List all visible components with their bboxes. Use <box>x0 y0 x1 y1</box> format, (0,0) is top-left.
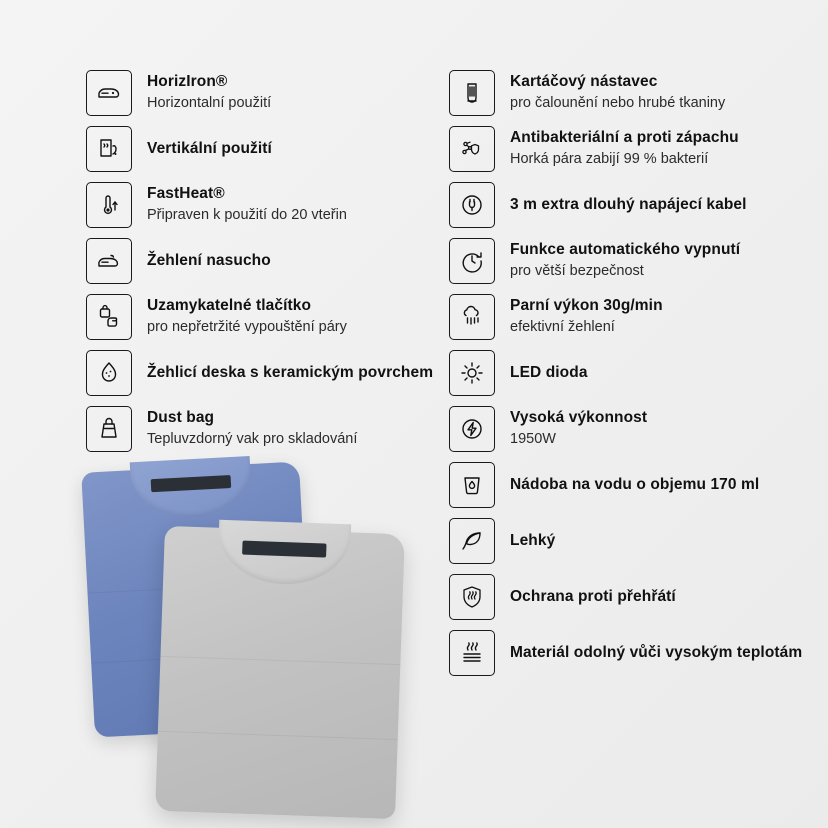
feature-item <box>86 70 446 116</box>
high-power-bolt-icon <box>449 406 495 452</box>
grey-tshirt-tag <box>242 541 326 558</box>
feature-subtitle: pro větší bezpečnost <box>510 262 644 279</box>
feature-item <box>449 518 809 564</box>
ceramic-soleplate-icon <box>86 350 132 396</box>
feature-text <box>132 406 357 449</box>
feature-title: Funkce automatického vypnutí <box>510 241 741 258</box>
feature-text <box>495 518 555 564</box>
feature-text <box>495 574 676 620</box>
feature-title: FastHeat® <box>147 185 225 202</box>
feature-column-right <box>449 70 809 686</box>
feature-title: 3 m extra dlouhý napájecí kabel <box>510 195 747 213</box>
feature-title: Lehký <box>510 531 556 549</box>
feature-title: Žehlení nasucho <box>147 251 271 269</box>
feature-item <box>449 294 809 340</box>
feature-item <box>449 406 809 452</box>
feature-item <box>449 630 809 676</box>
fold-line <box>160 656 400 665</box>
vertical-steam-icon <box>86 126 132 172</box>
feature-title: Vertikální použití <box>147 139 272 157</box>
antibacterial-shield-icon <box>449 126 495 172</box>
feature-text <box>132 294 347 337</box>
feature-text <box>495 182 747 228</box>
feature-title: Antibakteriální a proti zápachu <box>510 129 739 146</box>
feature-item <box>86 182 446 228</box>
feature-item <box>86 238 446 284</box>
feature-item <box>86 350 446 396</box>
dry-iron-icon <box>86 238 132 284</box>
feature-text <box>495 406 647 449</box>
feature-title: Kartáčový nástavec <box>510 73 658 90</box>
feature-title: Uzamykatelné tlačítko <box>147 297 312 314</box>
feature-title: Parní výkon 30g/min <box>510 297 663 314</box>
feature-text <box>495 70 725 113</box>
fold-line <box>158 731 398 740</box>
feature-item <box>449 182 809 228</box>
feature-text <box>495 126 739 169</box>
lock-button-icon <box>86 294 132 340</box>
horizontal-iron-icon <box>86 70 132 116</box>
feature-item <box>449 238 809 284</box>
feature-subtitle: Horká pára zabijí 99 % bakterií <box>510 150 709 167</box>
feature-text <box>132 238 271 284</box>
feature-text <box>495 462 759 508</box>
feature-text <box>132 350 433 396</box>
feature-subtitle: pro nepřetržité vypouštění páry <box>147 318 347 335</box>
feature-text <box>495 350 588 396</box>
feature-text <box>495 630 802 676</box>
steam-output-icon <box>449 294 495 340</box>
feature-item <box>86 294 446 340</box>
feature-item <box>86 126 446 172</box>
grey-tshirt <box>155 526 405 819</box>
feature-subtitle: Připraven k použití do 20 vteřin <box>147 206 347 223</box>
feature-item <box>449 70 809 116</box>
feature-subtitle: 1950W <box>510 430 556 447</box>
feature-subtitle: pro čalounění nebo hrubé tkaniny <box>510 94 726 111</box>
feature-text <box>132 126 272 172</box>
feature-text <box>132 182 347 225</box>
feature-column-left <box>86 70 446 462</box>
feature-item <box>449 126 809 172</box>
feature-subtitle: efektivní žehlení <box>510 318 615 335</box>
feature-text <box>495 294 663 337</box>
thermometer-icon <box>86 182 132 228</box>
feature-title: Ochrana proti přehřátí <box>510 587 676 605</box>
feature-title: LED dioda <box>510 363 588 381</box>
feature-title: Nádoba na vodu o objemu 170 ml <box>510 475 760 493</box>
feature-title: HorizIron® <box>147 73 228 90</box>
feature-title: Materiál odolný vůči vysokým teplotám <box>510 643 803 661</box>
feature-subtitle: Horizontalní použití <box>147 94 272 111</box>
feature-title: Vysoká výkonnost <box>510 409 648 426</box>
feature-item <box>449 350 809 396</box>
auto-shutoff-timer-icon <box>449 238 495 284</box>
feature-item <box>449 574 809 620</box>
brush-attachment-icon <box>449 70 495 116</box>
feature-text <box>132 70 271 113</box>
dust-bag-icon <box>86 406 132 452</box>
feature-title: Dust bag <box>147 409 215 426</box>
folded-tshirts-photo <box>60 455 460 815</box>
led-light-icon <box>449 350 495 396</box>
feature-item <box>86 406 446 452</box>
feature-subtitle: Tepluvzdorný vak pro skladování <box>147 430 358 447</box>
power-plug-icon <box>449 182 495 228</box>
feature-title: Žehlicí deska s keramickým povrchem <box>147 363 434 381</box>
feature-item <box>449 462 809 508</box>
feature-text <box>495 238 740 281</box>
